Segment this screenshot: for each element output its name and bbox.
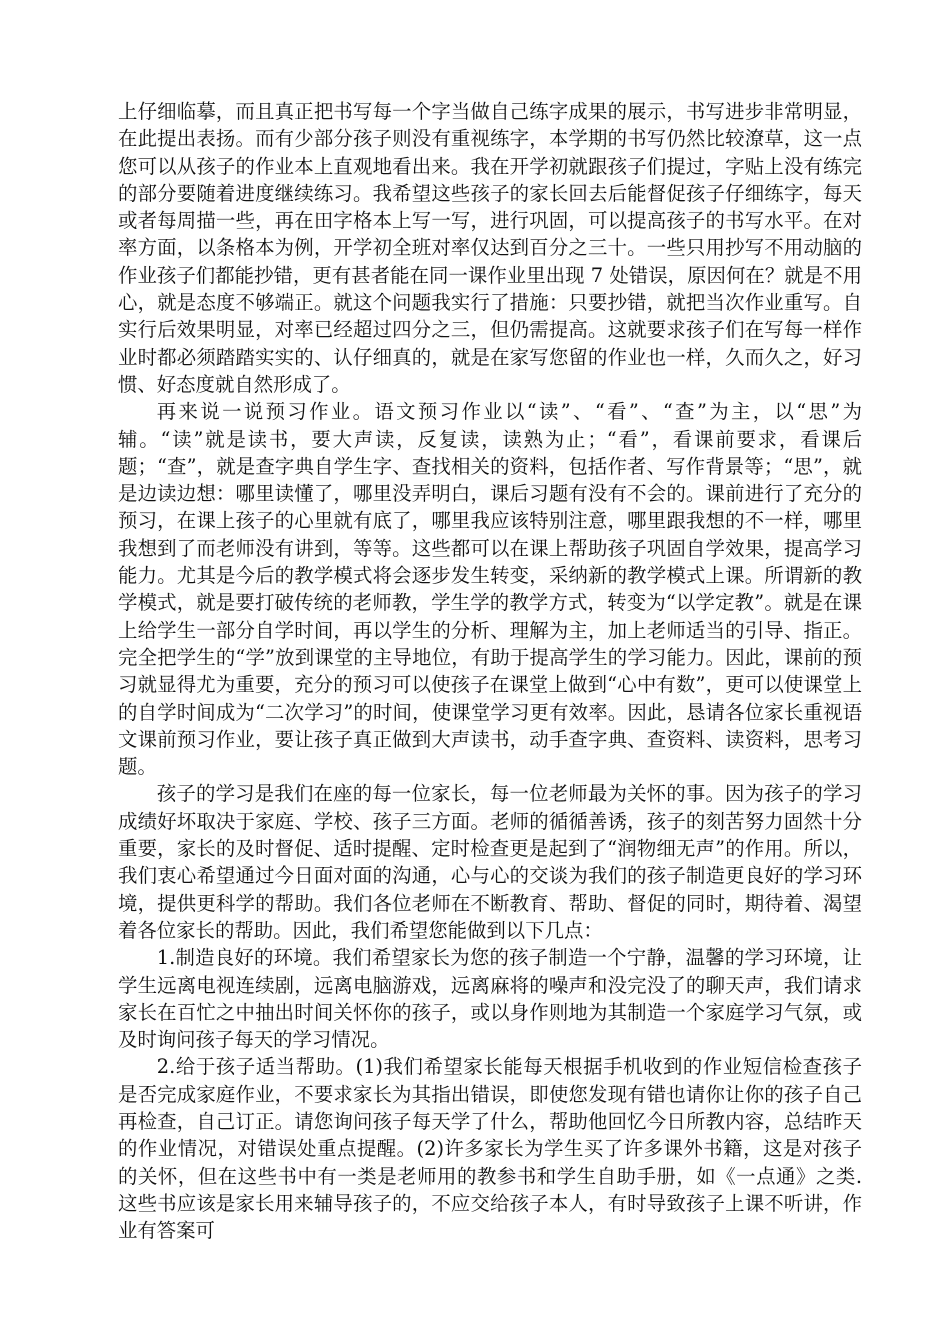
paragraph-point-1-environment: 1.制造良好的环境。我们希望家长为您的孩子制造一个宁静，温馨的学习环境，让学生远离电视连续剧，远离电脑游戏，远离麻将的噪声和没完没了的聊天声，我们请求家长在百忙之中抽出时间关怀你的孩子，或以身作则地为其制造一个家庭学习气氛，或及时询问孩子每天的学习情况。 [118, 946, 862, 1052]
paragraph-parent-cooperation: 孩子的学习是我们在座的每一位家长，每一位老师最为关怀的事。因为孩子的学习成绩好坏取决于家庭、学校、孩子三方面。老师的循循善诱，孩子的刻苦努力固然十分重要，家长的及时督促、适时提醒、定时检查更是起到了“润物细无声”的作用。所以，我们衷心希望通过今日面对面的沟通，心与心的交谈为我们的孩子制造更良好的学习环境，提供更科学的帮助。我们各位老师在不断教育、帮助、督促的同时，期待着、渴望着各位家长的帮助。因此，我们希望您能做到以下几点： [118, 782, 862, 942]
paragraph-handwriting-accuracy: 上仔细临摹，而且真正把书写每一个字当做自己练字成果的展示，书写进步非常明显，在此提出表扬。而有少部分孩子则没有重视练字，本学期的书写仍然比较潦草，这一点您可以从孩子的作业本上直观地看出来。我在开学初就跟孩子们提过，字贴上没有练完的部分要随着进度继续练习。我希望这些孩子的家长回去后能督促孩子仔细练字，每天或者每周描一些，再在田字格本上写一写，进行巩固，可以提高孩子的书写水平。在对率方面，以条格本为例，开学初全班对率仅达到百分之三十。一些只用抄写不用动脑的作业孩子们都能抄错，更有甚者能在同一课作业里出现 7 处错误，原因何在？就是不用心，就是态度不够端正。就这个问题我实行了措施：只要抄错，就把当次作业重写。自实行后效果明显，对率已经超过四分之三，但仍需提高。这就要求孩子们在写每一样作业时都必须踏踏实实的、认仔细真的，就是在家写您留的作业也一样，久而久之，好习惯、好态度就自然形成了。 [118, 100, 862, 396]
paragraph-preview-homework: 再来说一说预习作业。语文预习作业以“读”、“看”、“查”为主，以“思”为辅。“读”就是读书，要大声读，反复读，读熟为止；“看”，看课前要求，看课后题；“查”，就是查字典自学生字、查找相关的资料，包括作者、写作背景等；“思”，就是边读边想：哪里读懂了，哪里没弄明白，课后习题有没有不会的。课前进行了充分的预习，在课上孩子的心里就有底了，哪里我应该特别注意，哪里跟我想的不一样，哪里我想到了而老师没有讲到，等等。这些都可以在课上帮助孩子巩固自学效果，提高学习能力。尤其是今后的教学模式将会逐步发生转变，采纳新的教学模式上课。所谓新的教学模式，就是要打破传统的老师教，学生学的教学方式，转变为“以学定教”。就是在课上给学生一部分自学时间，再以学生的分析、理解为主，加上老师适当的引导、指正。完全把学生的“学”放到课堂的主导地位，有助于提高学生的学习能力。因此，课前的预习就显得尤为重要，充分的预习可以使孩子在课堂上做到“心中有数”，更可以使课堂上的自学时间成为“二次学习”的时间，使课堂学习更有效率。因此，恳请各位家长重视语文课前预习作业，要让孩子真正做到大声读书，动手查字典、查资料、读资料，思考习题。 [118, 400, 862, 779]
document-page [118, 98, 862, 1244]
paragraph-point-2-help: 2.给于孩子适当帮助。(1)我们希望家长能每天根据手机收到的作业短信检查孩子是否完成家庭作业，不要求家长为其指出错误，即使您发现有错也请你让你的孩子自己再检查，自己订正。请您询问孩子每天学了什么，帮助他回忆今日所教内容，总结昨天的作业情况，对错误处重点提醒。(2)许多家长为学生买了许多课外书籍，这是对孩子的关怀，但在这些书中有一类是老师用的教参书和学生自助手册，如《一点通》之类. 这些书应该是家长用来辅导孩子的，不应交给孩子本人，有时导致孩子上课不听讲，作业有答案可 [118, 1055, 862, 1243]
